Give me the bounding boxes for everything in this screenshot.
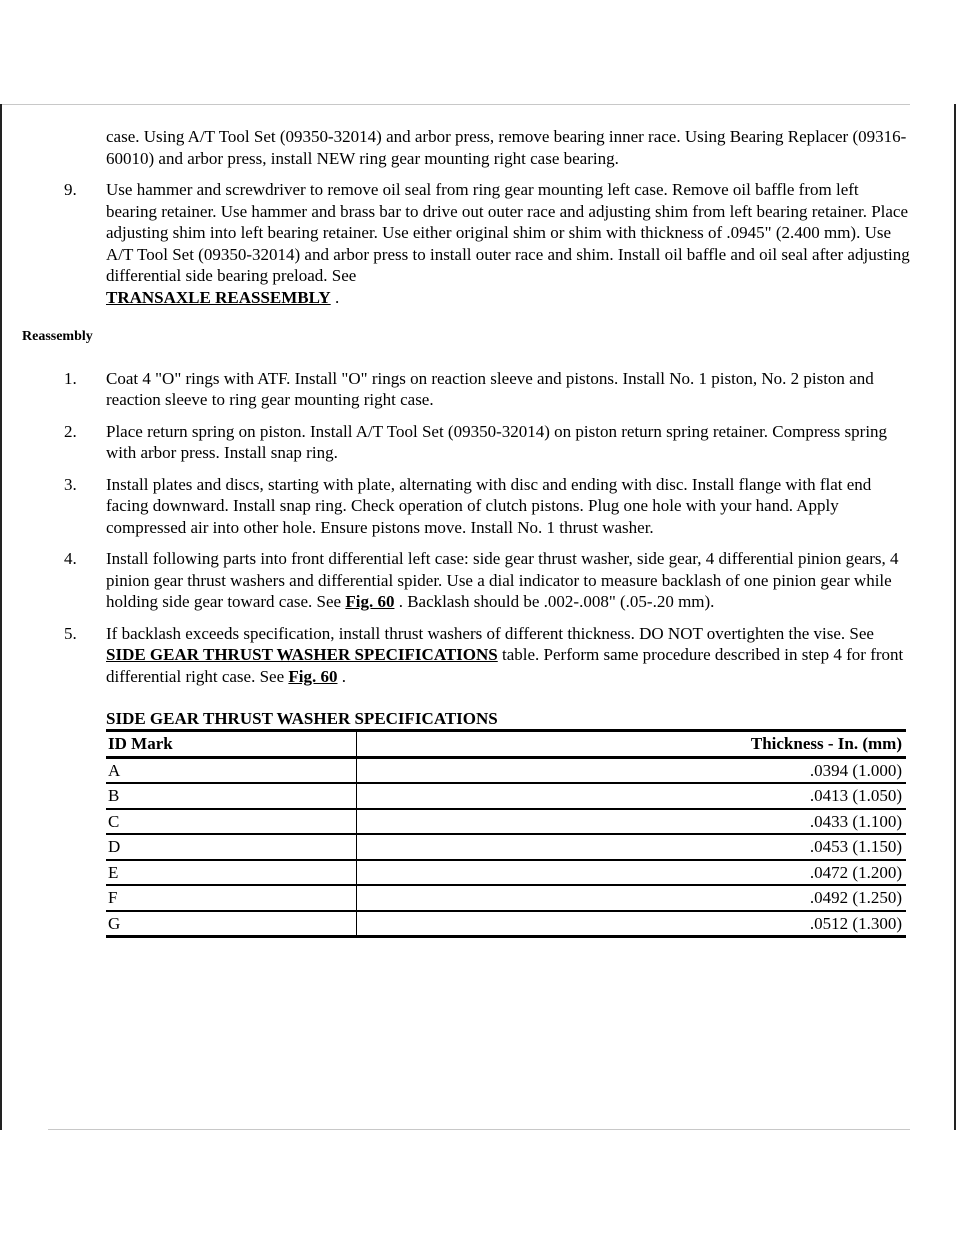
step-text: Install following parts into front differential left case: side gear thrust washer, side gear, 4 differential pinion gears, 4 pinion gear thrust washers and differential spider. Use a dial indicator to measure backlash of one pinion gear while holding side gear toward case. See bbox=[106, 549, 899, 611]
intro-continuation: case. Using A/T Tool Set (09350-32014) and arbor press, remove bearing inner race. Using Bearing Replacer (09316-60010) and arbor press, install NEW ring gear mounting right case bearing. bbox=[106, 127, 907, 168]
table-row bbox=[106, 809, 906, 835]
thickness-cell: .0433 (1.100) bbox=[357, 809, 907, 835]
id-mark-cell: D bbox=[106, 834, 357, 860]
thickness-cell: .0512 (1.300) bbox=[809, 913, 902, 933]
reassembly-step-4 bbox=[22, 548, 912, 613]
step-number: 1. bbox=[64, 368, 77, 388]
left-border bbox=[0, 104, 2, 1130]
id-mark-cell: E bbox=[106, 860, 357, 886]
step-text-middle: table. Perform same procedure described in step 4 for front differential right case. See bbox=[106, 645, 904, 686]
spec-table-link[interactable]: SIDE GEAR THRUST WASHER SPECIFICATIONS bbox=[106, 645, 498, 664]
reassembly-step-3 bbox=[22, 474, 912, 539]
thickness-cell: .0453 (1.150) bbox=[357, 834, 907, 860]
document-body bbox=[22, 126, 912, 938]
table-row bbox=[106, 885, 906, 911]
fig-60-link[interactable]: Fig. 60 bbox=[345, 592, 395, 611]
fig-60-link[interactable]: Fig. 60 bbox=[288, 666, 338, 686]
id-mark-cell: C bbox=[106, 809, 357, 835]
step-number: 2. bbox=[64, 421, 77, 441]
step-number: 3. bbox=[64, 474, 77, 494]
bottom-rule bbox=[48, 1129, 910, 1130]
step-number: 5. bbox=[64, 623, 77, 643]
reassembly-step-1 bbox=[22, 368, 912, 411]
thickness-cell: .0472 (1.200) bbox=[357, 860, 907, 886]
table-row bbox=[106, 834, 906, 860]
reassembly-heading: Reassembly bbox=[22, 329, 93, 344]
id-mark-cell: F bbox=[106, 885, 357, 911]
step-text-after: . bbox=[341, 666, 346, 686]
table-row bbox=[106, 860, 906, 886]
thickness-cell: .0413 (1.050) bbox=[357, 783, 907, 809]
reassembly-step-2 bbox=[22, 421, 912, 464]
spec-table-title: SIDE GEAR THRUST WASHER SPECIFICATIONS bbox=[106, 709, 498, 728]
transaxle-reassembly-link[interactable]: TRANSAXLE REASSEMBLY bbox=[106, 287, 331, 307]
step-text: Use hammer and screwdriver to remove oil seal from ring gear mounting left case. Remove oil baffle from left bearing retainer. Use hammer and brass bar to drive out outer race and adjusting shim from left bearing retainer. Place adjusting shim into left bearing retainer. Use either original shim or shim with thickness of .0945" (2.400 mm). Use A/T Tool Set (09350-32014) and arbor press to install outer race and shim. Install oil baffle and oil seal after adjusting differential side bearing preload. See bbox=[106, 180, 910, 285]
id-mark-cell: G bbox=[106, 911, 357, 937]
step-9 bbox=[22, 179, 912, 308]
table-row bbox=[106, 757, 906, 783]
id-mark-cell: A bbox=[106, 757, 357, 783]
step-text-after: . bbox=[334, 287, 340, 307]
column-header-thickness: Thickness - In. (mm) bbox=[357, 731, 907, 758]
step-number: 4. bbox=[64, 549, 77, 568]
step-text: Coat 4 "O" rings with ATF. Install "O" rings on reaction sleeve and pistons. Install No. 1 piston, No. 2 piston and reaction sleeve to ring gear mounting right case. bbox=[106, 368, 874, 409]
right-border bbox=[954, 104, 956, 1130]
column-header-id-mark: ID Mark bbox=[106, 731, 357, 758]
table-row bbox=[106, 783, 906, 809]
table-header-row bbox=[106, 731, 906, 758]
step-text-after: . Backlash should be .002-.008" (.05-.20 mm). bbox=[398, 592, 715, 611]
top-rule bbox=[0, 104, 910, 105]
step-list-continued bbox=[22, 179, 912, 308]
step-number: 9. bbox=[64, 180, 77, 199]
thickness-cell: .0394 (1.000) bbox=[357, 757, 907, 783]
reassembly-steps bbox=[22, 368, 912, 688]
step-text: Place return spring on piston. Install A/T Tool Set (09350-32014) on piston return spring retainer. Compress spring with arbor press. Install snap ring. bbox=[106, 421, 888, 462]
table-row bbox=[106, 911, 906, 937]
reassembly-step-5 bbox=[22, 623, 912, 688]
step-text: If backlash exceeds specification, install thrust washers of different thickness. DO NOT overtighten the vise. See bbox=[106, 623, 874, 643]
spec-table bbox=[106, 729, 906, 938]
id-mark-cell: B bbox=[106, 783, 357, 809]
thickness-cell: .0492 (1.250) bbox=[357, 885, 907, 911]
step-text: Install plates and discs, starting with plate, alternating with disc and ending with disc. Install flange with flat end facing downward. Install snap ring. Check operation of clutch pistons. Plug one hole with your hand. Apply compressed air into other hole. Ensure pistons move. Install No. 1 thrust washer. bbox=[106, 474, 872, 537]
